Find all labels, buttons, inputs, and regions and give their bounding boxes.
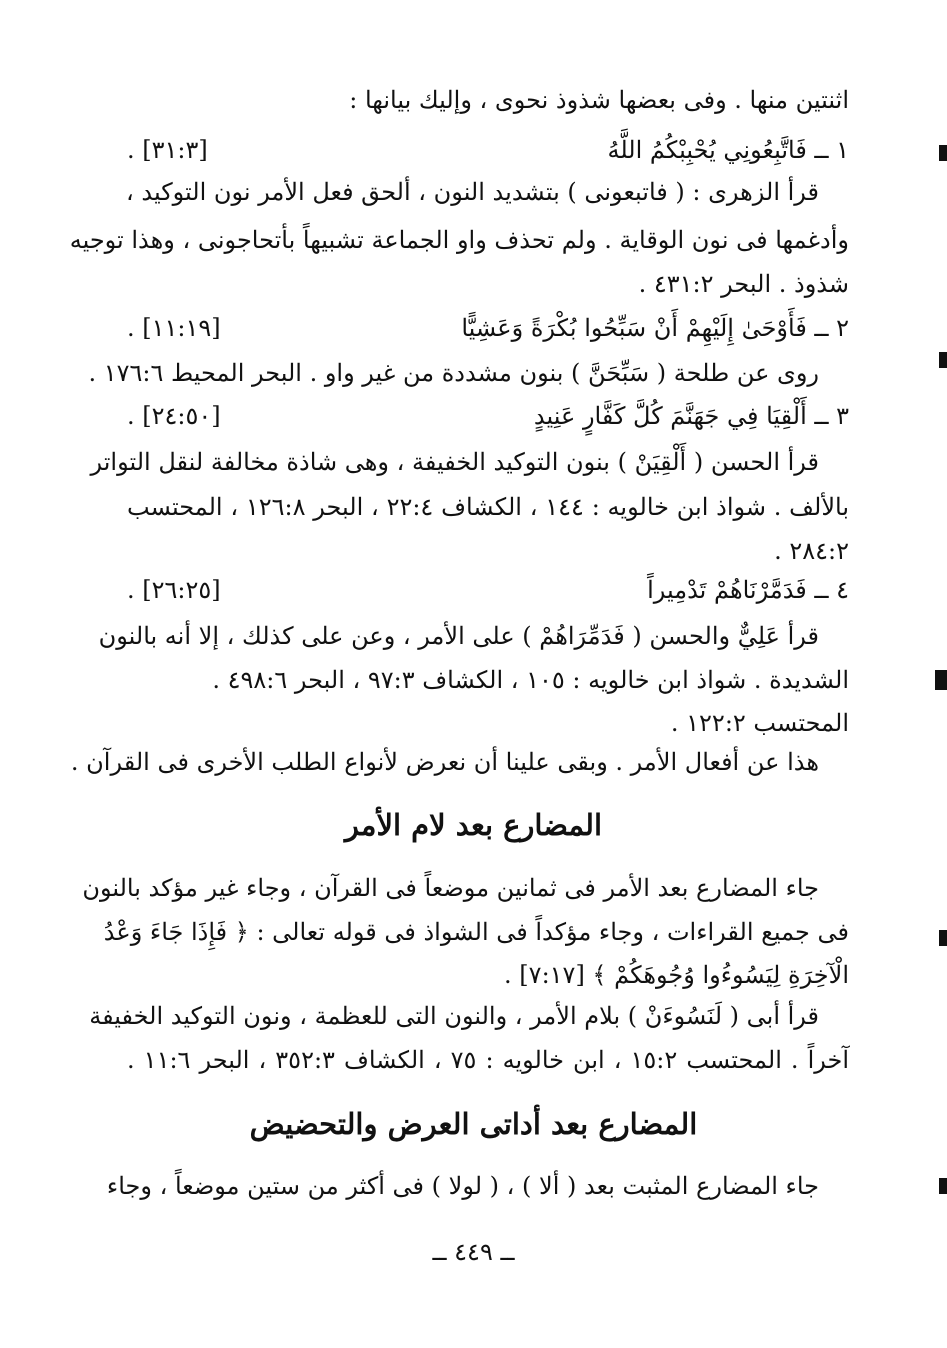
ayah-reference: [٣١:٣] . xyxy=(127,136,208,164)
text-line: جاء المضارع بعد الأمر فى ثمانين موضعاً فى القرآن ، وجاء غير مؤكد بالنون xyxy=(82,874,819,902)
text-line: الشديدة . شواذ ابن خالويه : ١٠٥ ، الكشاف ٩٧:٣ ، البحر ٤٩٨:٦ . xyxy=(212,666,849,694)
ayah-reference: [٢٦:٢٥] . xyxy=(127,576,221,604)
page-number: ــ ٤٤٩ ــ xyxy=(432,1238,515,1266)
text-line: وأدغمها فى نون الوقاية . ولم تحذف واو الجماعة تشبيهاً بأتحاجونى ، وهذا توجيه xyxy=(69,226,849,254)
ayah-reference: [٢٤:٥٠] . xyxy=(127,402,221,430)
text-line: المحتسب ١٢٢:٢ . xyxy=(670,709,849,737)
text-line: بالألف . شواذ ابن خالويه : ١٤٤ ، الكشاف ٢٢:٤ ، البحر ١٢٦:٨ ، المحتسب xyxy=(127,493,850,521)
margin-mark xyxy=(935,670,947,690)
ayah-row xyxy=(127,570,849,610)
text-line: الْآخِرَةِ لِيَسُوءُوا وُجُوهَكُمْ ﴾ [٧:١٧] . xyxy=(504,961,849,989)
text-line: قرأ أبى ( لَنَسُوءَنْ ) بلام الأمر ، والنون التى للعظمة ، ونون التوكيد الخفيفة xyxy=(89,1002,819,1030)
text-line: قرأ الحسن ( أَلْقِيَنْ ) بنون التوكيد الخفيفة ، وهى شاذة مخالفة لنقل التواتر xyxy=(90,448,819,476)
ayah-row xyxy=(127,396,849,436)
ayah-reference: [١١:١٩] . xyxy=(127,314,221,342)
text-line: ٢٨٤:٢ . xyxy=(774,537,849,565)
ayah-text: ٢ ــ فَأَوْحَىٰ إِلَيْهِمْ أَنْ سَبِّحُوا بُكْرَةً وَعَشِيًّا xyxy=(461,314,849,342)
margin-mark xyxy=(939,352,947,368)
section-heading: المضارع بعد لام الأمر xyxy=(344,808,603,842)
text-line: شذوذ . البحر ٤٣١:٢ . xyxy=(638,270,849,298)
text-line: روى عن طلحة ( سَبِّحَنَّ ) بنون مشددة من غير واو . البحر المحيط ١٧٦:٦ . xyxy=(88,359,819,387)
text-line: قرأ الزهرى : ( فاتبعونى ) بتشديد النون ، ألحق فعل الأمر نون التوكيد ، xyxy=(126,178,819,206)
section-heading: المضارع بعد أداتى العرض والتحضيض xyxy=(249,1107,698,1141)
text-line: فى جميع القراءات ، وجاء مؤكداً فى الشواذ فى قوله تعالى : ﴿ فَإِذَا جَاءَ وَعْدُ xyxy=(103,918,849,946)
text-line: آخراً . المحتسب ١٥:٢ ، ابن خالويه : ٧٥ ، الكشاف ٣٥٢:٣ ، البحر ١١:٦ . xyxy=(127,1046,850,1074)
ayah-row xyxy=(127,130,849,170)
ayah-text: ٣ ــ أَلْقِيَا فِي جَهَنَّمَ كُلَّ كَفَّارٍ عَنِيدٍ xyxy=(533,402,849,430)
margin-mark xyxy=(939,1178,947,1194)
text-line: اثنتين منها . وفى بعضها شذوذ نحوى ، وإليك بيانها : xyxy=(349,86,849,114)
ayah-text: ١ ــ فَاتَّبِعُونِي يُحْبِبْكُمُ اللَّهُ xyxy=(607,136,849,164)
ayah-text: ٤ ــ فَدَمَّرْنَاهُمْ تَدْمِيراً xyxy=(647,576,849,604)
ayah-row xyxy=(127,308,849,348)
text-line: جاء المضارع المثبت بعد ( ألا ) ، ( لولا ) فى أكثر من ستين موضعاً ، وجاء xyxy=(106,1172,819,1200)
text-line: قرأ عَلِيٌّ والحسن ( فَدَمِّرَاهُمْ ) على الأمر ، وعن على كذلك ، إلا أنه بالنون xyxy=(98,622,819,650)
margin-mark xyxy=(939,145,947,161)
margin-mark xyxy=(939,930,947,946)
text-line: هذا عن أفعال الأمر . وبقى علينا أن نعرض لأنواع الطلب الأخرى فى القرآن . xyxy=(70,748,819,776)
